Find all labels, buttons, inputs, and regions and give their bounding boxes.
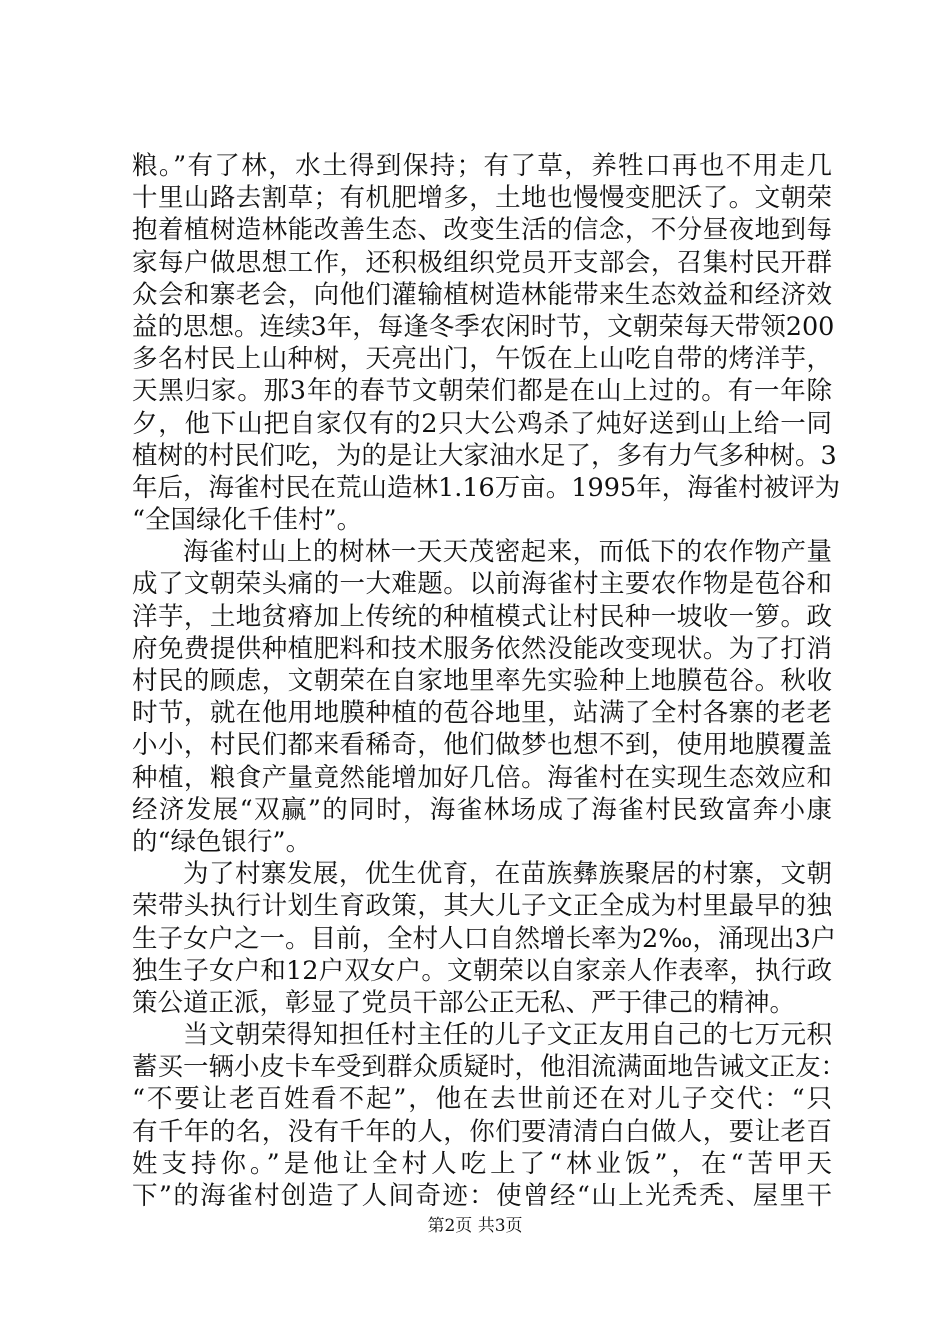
text-line: 策公道正派，彰显了党员干部公正无私、严于律己的精神。: [132, 987, 796, 1018]
text-line: 众会和寨老会，向他们灌输植树造林能带来生态效益和经济效: [132, 279, 832, 310]
text-line: 有千年的名，没有千年的人，你们要清清白白做人，要让老百: [132, 1116, 832, 1147]
page-footer: 第2页 共3页: [427, 1216, 523, 1236]
text-line: “全国绿化千佳村”。: [132, 505, 363, 536]
text-line: 十里山路去割草；有机肥增多，土地也慢慢变肥沃了。文朝荣: [132, 183, 832, 214]
text-line: 年后，海雀村民在荒山造林1.16万亩。1995年，海雀村被评为: [132, 472, 841, 503]
text-line: 抱着植树造林能改善生态、改变生活的信念，不分昼夜地到每: [132, 215, 832, 246]
text-line: 家每户做思想工作，还积极组织党员开支部会，召集村民开群: [132, 247, 832, 278]
text-line: 夕，他下山把自家仅有的2只大公鸡杀了炖好送到山上给一同: [132, 408, 832, 439]
text-line: 姓支持你。”是他让全村人吃上了“林业饭”，在“苦甲天: [132, 1148, 832, 1179]
text-line: 洋芋，土地贫瘠加上传统的种植模式让村民种一坡收一箩。政: [132, 601, 832, 632]
text-line: 天黑归家。那3年的春节文朝荣们都是在山上过的。有一年除: [132, 376, 832, 407]
paragraph: [132, 536, 832, 858]
text-line: 村民的顾虑，文朝荣在自家地里率先实验种上地膜苞谷。秋收: [132, 666, 832, 696]
text-line: 经济发展“双赢”的同时，海雀林场成了海雀村民致富奔小康: [132, 794, 832, 825]
paragraph: [132, 1019, 847, 1212]
text-line: 粮。”有了林，水土得到保持；有了草，养牲口再也不用走几: [132, 151, 832, 181]
text-line: 种植，粮食产量竟然能增加好几倍。海雀村在实现生态效应和: [132, 762, 832, 793]
text-line: 府免费提供种植肥料和技术服务依然没能改变现状。为了打消: [132, 633, 832, 664]
text-line: “不要让老百姓看不起”，他在去世前还在对儿子交代：“只: [132, 1084, 832, 1115]
text-line: 为了村寨发展，优生优育，在苗族彝族聚居的村寨，文朝: [183, 859, 832, 890]
text-line: 多名村民上山种树，天亮出门，午饭在上山吃自带的烤洋芋，: [132, 344, 832, 375]
text-line: 植树的村民们吃，为的是让大家油水足了，多有力气多种树。3: [132, 440, 837, 471]
paragraph: [132, 150, 841, 536]
text-line: 荣带头执行计划生育政策，其大儿子文正全成为村里最早的独: [132, 891, 832, 922]
text-line: 时节，就在他用地膜种植的苞谷地里，站满了全村各寨的老老: [132, 698, 832, 729]
text-line: 的“绿色银行”。: [132, 826, 312, 857]
text-line: 蓄买一辆小皮卡车受到群众质疑时，他泪流满面地告诫文正友：: [132, 1052, 847, 1083]
document-body: [132, 150, 847, 1212]
text-line: 独生子女户和12户双女户。文朝荣以自家亲人作表率，执行政: [132, 955, 832, 986]
text-line: 海雀村山上的树林一天天茂密起来，而低下的农作物产量: [183, 537, 832, 568]
text-line: 生子女户之一。目前，全村人口自然增长率为2‰，涌现出3户: [132, 923, 837, 954]
paragraph: [132, 858, 837, 1019]
text-line: 益的思想。连续3年，每逢冬季农闲时节，文朝荣每天带领200: [132, 311, 835, 342]
text-line: 成了文朝荣头痛的一大难题。以前海雀村主要农作物是苞谷和: [132, 569, 832, 600]
text-line: 小小，村民们都来看稀奇，他们做梦也想不到，使用地膜覆盖: [132, 730, 832, 761]
text-line: 下”的海雀村创造了人间奇迹：使曾经“山上光秃秃、屋里干: [132, 1181, 832, 1211]
text-line: 当文朝荣得知担任村主任的儿子文正友用自己的七万元积: [183, 1020, 832, 1051]
